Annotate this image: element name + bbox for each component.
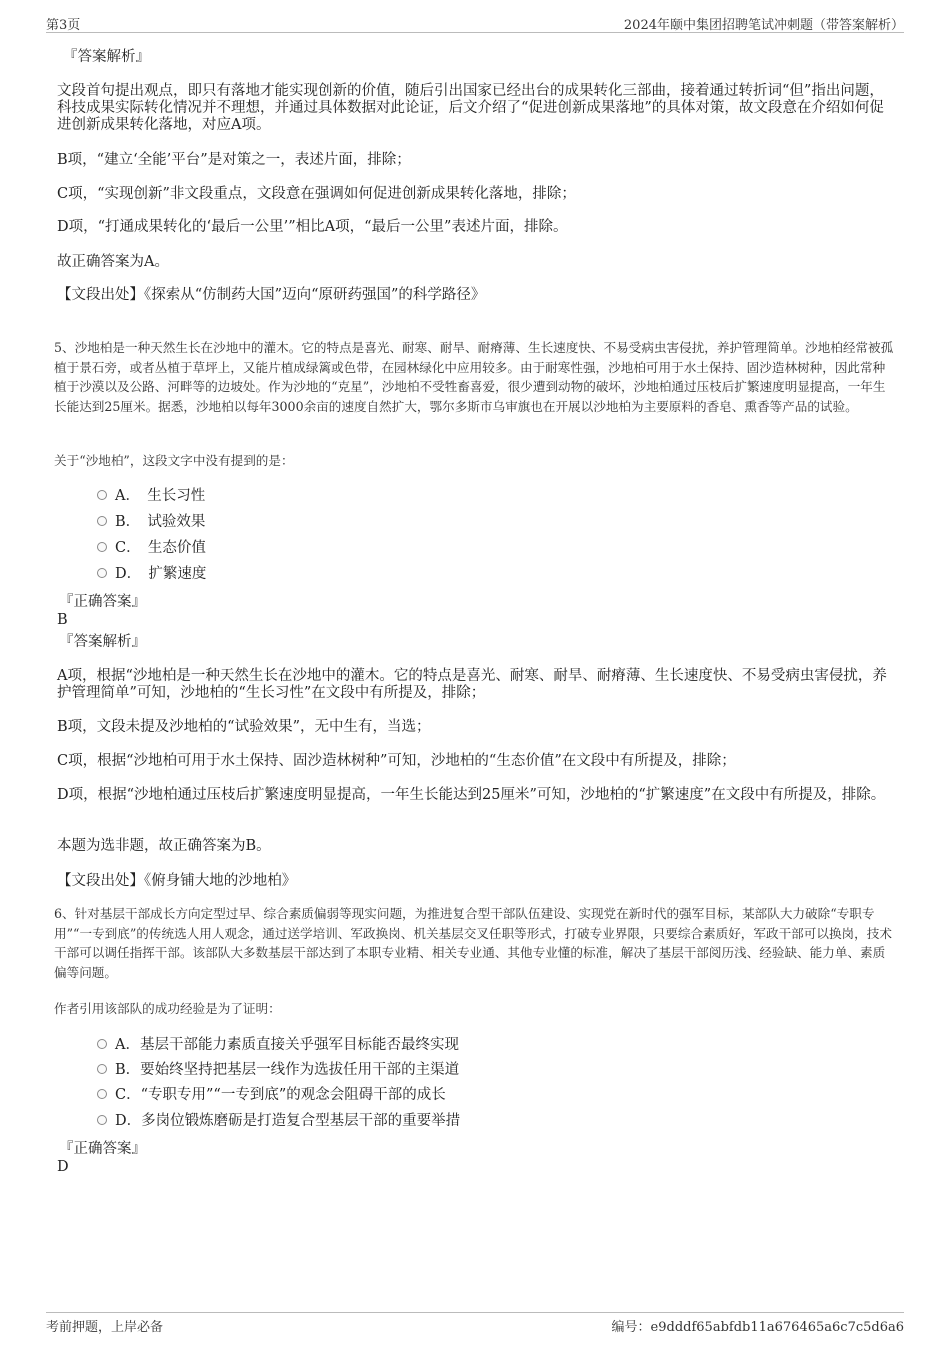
document-title: 2024年颐中集团招聘笔试冲刺题（带答案解析） — [623, 18, 904, 33]
q5-option-d-label: D． 扩繁速度 — [115, 566, 207, 582]
q5-analysis-label: 『答案解析』 — [59, 634, 146, 650]
footer-slogan: 考前押题，上岸必备 — [46, 1320, 164, 1335]
q5-option-b-label: B． 试验效果 — [115, 514, 206, 530]
q5-answer-label: 『正确答案』 — [59, 594, 146, 610]
q6-option-a-label: A．基层干部能力素质直接关乎强军目标能否最终实现 — [115, 1037, 459, 1053]
radio-icon[interactable] — [97, 1039, 107, 1049]
q4-analysis-c: C项，“实现创新”非文段重点，文段意在强调如何促进创新成果转化落地，排除； — [57, 186, 576, 202]
q5-option-a-label: A． 生长习性 — [115, 488, 206, 504]
q5-conclusion: 本题为选非题，故正确答案为B。 — [57, 838, 271, 854]
q6-option-c-label: C．“专职专用”“一专到底”的观念会阻碍干部的成长 — [115, 1087, 446, 1103]
q5-option-c-label: C． 生态价值 — [115, 540, 206, 556]
q4-analysis-intro: 文段首句提出观点，即只有落地才能实现创新的价值，随后引出国家已经出台的成果转化三部曲，接着通过转折词“但”指出问题，科技成果实际转化情况并不理想，并通过具体数据对此论证，后文介绍了“促进创新成果落地”的具体对策，故文段意在介绍如何促进创新成果转化落地，对应A项。 — [57, 83, 884, 133]
q6-option-d[interactable] — [97, 1111, 460, 1131]
page-number: 第3页 — [46, 18, 81, 33]
q6-option-c[interactable] — [97, 1085, 446, 1105]
document-id: 编号：e9dddf65abfdb11a676465a6c7c5d6a6 — [611, 1320, 904, 1335]
q5-analysis-d: D项，根据“沙地柏通过压枝后扩繁速度明显提高，一年生长能达到25厘米”可知，沙地柏的“扩繁速度”在文段中有所提及，排除。 — [57, 787, 886, 803]
q4-analysis-b: B项，“建立‘全能’平台”是对策之一，表述片面，排除； — [57, 152, 411, 168]
q4-analysis-d: D项，“打通成果转化的‘最后一公里’”相比A项，“最后一公里”表述片面，排除。 — [57, 219, 568, 235]
q5-option-d[interactable] — [97, 564, 206, 584]
q6-option-d-label: D．多岗位锻炼磨砺是打造复合型基层干部的重要举措 — [115, 1113, 461, 1129]
radio-icon[interactable] — [97, 1064, 107, 1074]
q4-source: 【文段出处】《探索从“仿制药大国”迈向“原研药强国”的科学路径》 — [57, 287, 486, 303]
q5-analysis-b: B项，文段未提及沙地柏的“试验效果”，无中生有，当选； — [57, 719, 431, 735]
q6-option-b[interactable] — [97, 1060, 459, 1080]
q6-option-a[interactable] — [97, 1035, 459, 1055]
q5-option-b[interactable] — [97, 512, 205, 532]
q5-option-a[interactable] — [97, 486, 205, 506]
q6-answer: D — [57, 1159, 69, 1175]
q5-option-c[interactable] — [97, 538, 206, 558]
q5-source: 【文段出处】《俯身铺大地的沙地柏》 — [57, 873, 297, 889]
q6-passage: 6、针对基层干部成长方向定型过早、综合素质偏弱等现实问题，为推进复合型干部队伍建设、实现党在新时代的强军目标，某部队大力破除“专职专用”“一专到底”的传统选人用人观念，通过送学培训、军政换岗、机关基层交叉任职等形式，打破专业界限，只要综合素质好，军政干部可以换岗，技术干部可以调任指挥干部。该部队大多数基层干部达到了本职专业精、相关专业通、其他专业懂的标准，解决了基层干部阅历浅、经验缺、能力单、素质偏等问题。 — [54, 906, 892, 980]
q6-question: 作者引用该部队的成功经验是为了证明： — [54, 1001, 281, 1016]
q5-answer: B — [57, 612, 68, 628]
radio-icon[interactable] — [97, 1089, 107, 1099]
q6-option-b-label: B．要始终坚持把基层一线作为选拔任用干部的主渠道 — [115, 1062, 460, 1078]
q4-conclusion: 故正确答案为A。 — [57, 254, 169, 270]
q5-analysis-c: C项，根据“沙地柏可用于水土保持、固沙造林树种”可知，沙地柏的“生态价值”在文段中有所提及，排除； — [57, 753, 736, 769]
q4-analysis-label: 『答案解析』 — [63, 49, 150, 65]
radio-icon[interactable] — [97, 516, 107, 526]
q5-passage: 5、沙地柏是一种天然生长在沙地中的灌木。它的特点是喜光、耐寒、耐旱、耐瘠薄、生长速度快、不易受病虫害侵扰，养护管理简单。沙地柏经常被孤植于景石旁，或者丛植于草坪上，又能片植成绿篱或色带，在园林绿化中应用较多。由于耐寒性强，沙地柏可用于水土保持、固沙造林树种，因此常种植于沙漠以及公路、河畔等的边坡处。作为沙地的“克星”，沙地柏不受牲畜喜爱，很少遭到动物的破坏，沙地柏通过压枝后扩繁速度明显提高，一年生长能达到25厘米。据悉，沙地柏以每年3000余亩的速度自然扩大，鄂尔多斯市乌审旗也在开展以沙地柏为主要原料的香皂、熏香等产品的试验。 — [54, 340, 894, 414]
q6-answer-label: 『正确答案』 — [59, 1141, 146, 1157]
page-header — [46, 14, 904, 33]
radio-icon[interactable] — [97, 542, 107, 552]
q5-analysis-a: A项，根据“沙地柏是一种天然生长在沙地中的灌木。它的特点是喜光、耐寒、耐旱、耐瘠薄、生长速度快、不易受病虫害侵扰，养护管理简单”可知，沙地柏的“生长习性”在文段中有所提及，排除； — [57, 668, 887, 701]
q5-question: 关于“沙地柏”，这段文字中没有提到的是： — [54, 453, 294, 468]
page-footer — [46, 1312, 904, 1335]
radio-icon[interactable] — [97, 490, 107, 500]
radio-icon[interactable] — [97, 1115, 107, 1125]
radio-icon[interactable] — [97, 568, 107, 578]
